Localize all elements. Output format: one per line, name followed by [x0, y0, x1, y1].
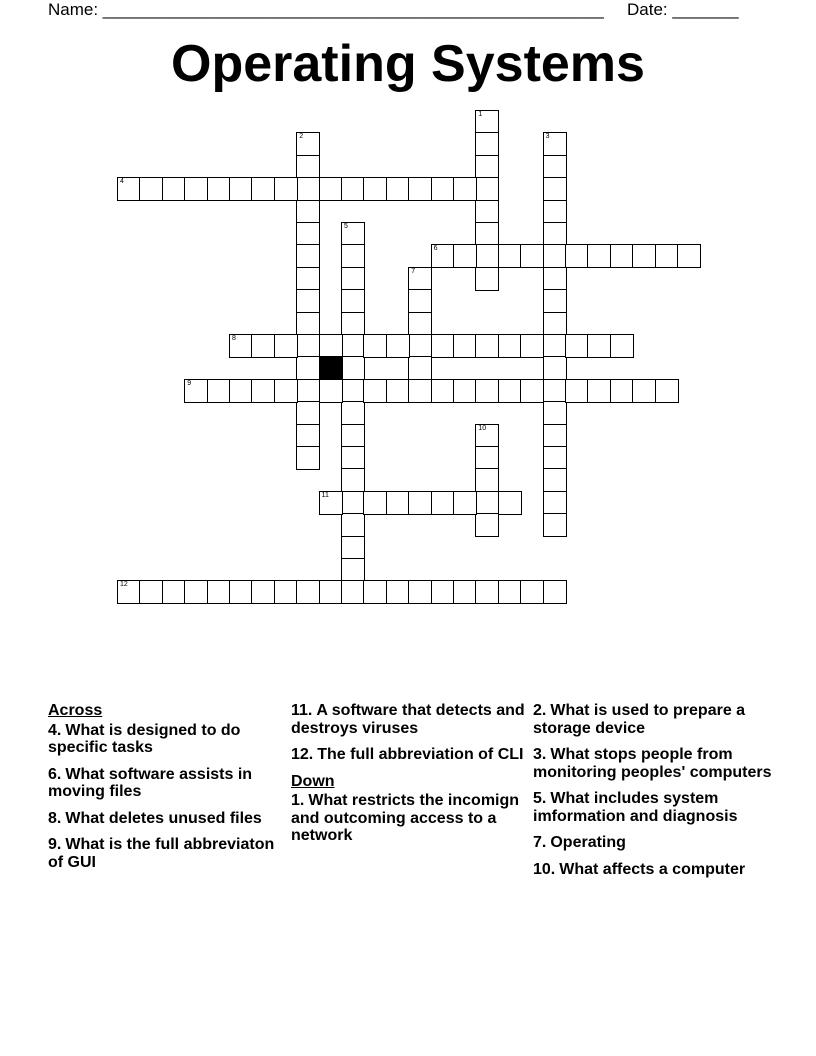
crossword-cell[interactable]	[408, 267, 432, 291]
crossword-cell[interactable]	[475, 267, 499, 291]
crossword-cell[interactable]	[408, 334, 432, 358]
crossword-cell[interactable]	[543, 401, 567, 425]
clue-text: What is the full abbreviaton of GUI	[48, 836, 275, 871]
crossword-cell[interactable]	[296, 200, 320, 224]
crossword-cell[interactable]	[587, 379, 611, 403]
crossword-cell[interactable]	[341, 468, 365, 492]
clue-text: What includes system imformation and diagnosis	[533, 790, 738, 825]
crossword-cell[interactable]	[341, 177, 365, 201]
crossword-cell[interactable]	[431, 580, 455, 604]
crossword-cell[interactable]	[543, 312, 567, 336]
crossword-cell[interactable]	[677, 244, 701, 268]
down-clue	[533, 861, 773, 879]
crossword-cell[interactable]	[520, 244, 544, 268]
across-clue	[48, 836, 288, 871]
clues-column-2	[291, 702, 531, 854]
crossword-cell[interactable]	[341, 222, 365, 246]
crossword-cell[interactable]	[543, 334, 567, 358]
crossword-cell[interactable]	[431, 379, 455, 403]
crossword-cell[interactable]	[498, 334, 522, 358]
crossword-cell[interactable]	[341, 401, 365, 425]
crossword-cell[interactable]	[296, 334, 320, 358]
name-field-label: Name: _____________________________________________________	[48, 0, 604, 19]
crossword-cell[interactable]	[162, 177, 186, 201]
crossword-cell[interactable]	[341, 379, 365, 403]
across-clue	[291, 702, 531, 737]
crossword-cell[interactable]	[475, 334, 499, 358]
crossword-cell[interactable]	[296, 379, 320, 403]
crossword-cell[interactable]	[296, 356, 320, 380]
crossword-cell[interactable]	[251, 580, 275, 604]
down-clue	[533, 702, 773, 737]
crossword-cell[interactable]	[543, 580, 567, 604]
crossword-cell[interactable]	[498, 580, 522, 604]
clue-number-label: 5	[344, 223, 348, 230]
crossword-cell[interactable]	[543, 222, 567, 246]
crossword-cell[interactable]	[543, 177, 567, 201]
crossword-cell[interactable]	[475, 244, 499, 268]
crossword-cell[interactable]	[207, 580, 231, 604]
crossword-cell[interactable]	[296, 155, 320, 179]
clue-number-label: 11	[321, 491, 329, 499]
clue-number: 7.	[533, 834, 547, 851]
crossword-cell[interactable]	[341, 356, 365, 380]
crossword-cell[interactable]	[408, 312, 432, 336]
crossword-cell[interactable]	[587, 334, 611, 358]
crossword-cell[interactable]	[386, 491, 410, 515]
clue-text: What is designed to do specific tasks	[48, 721, 241, 756]
clue-text: What restricts the incomign and outcoming access to a network	[291, 792, 520, 844]
crossword-cell[interactable]	[520, 379, 544, 403]
page-title: Operating Systems	[171, 35, 645, 93]
clue-number-label: 10	[478, 424, 487, 432]
crossword-cell[interactable]	[453, 491, 477, 515]
crossword-cell[interactable]	[386, 580, 410, 604]
clue-number: 10.	[533, 860, 556, 878]
crossword-cell[interactable]	[229, 177, 253, 201]
clue-text: What is used to prepare a storage device	[533, 702, 746, 737]
crossword-cell[interactable]	[386, 379, 410, 403]
across-clue	[291, 746, 531, 764]
crossword-cell[interactable]	[274, 379, 298, 403]
crossword-cell[interactable]	[274, 334, 298, 358]
crossword-cell[interactable]	[475, 468, 499, 492]
crossword-black-cell	[319, 356, 343, 380]
down-clue	[533, 834, 773, 852]
crossword-cell[interactable]	[610, 244, 634, 268]
clue-number-label: 6	[433, 245, 438, 253]
crossword-cell[interactable]	[341, 513, 365, 537]
crossword-cell[interactable]	[117, 580, 141, 604]
crossword-cell[interactable]	[319, 580, 343, 604]
crossword-cell[interactable]	[475, 110, 499, 134]
clue-number-label: 7	[411, 267, 416, 275]
crossword-cell[interactable]	[341, 424, 365, 448]
crossword-cell[interactable]	[543, 379, 567, 403]
crossword-cell[interactable]	[363, 379, 387, 403]
crossword-cell[interactable]	[408, 177, 432, 201]
clue-text: What affects a computer	[559, 860, 746, 878]
crossword-cell[interactable]	[543, 289, 567, 313]
crossword-cell[interactable]	[296, 132, 320, 156]
crossword-cell[interactable]	[386, 334, 410, 358]
crossword-cell[interactable]	[543, 356, 567, 380]
crossword-cell[interactable]	[184, 379, 208, 403]
crossword-cell[interactable]	[543, 468, 567, 492]
clues-column-3	[533, 702, 773, 887]
crossword-cell[interactable]	[296, 289, 320, 313]
crossword-cell[interactable]	[453, 244, 477, 268]
down-clue-list	[291, 792, 531, 845]
crossword-cell[interactable]	[498, 491, 522, 515]
crossword-cell[interactable]	[475, 379, 499, 403]
crossword-cell[interactable]	[184, 177, 208, 201]
crossword-cell[interactable]	[431, 177, 455, 201]
crossword-cell[interactable]	[543, 491, 567, 515]
crossword-cell[interactable]	[296, 312, 320, 336]
crossword-cell[interactable]	[475, 580, 499, 604]
crossword-cell[interactable]	[453, 580, 477, 604]
crossword-cell[interactable]	[341, 289, 365, 313]
crossword-cell[interactable]	[565, 334, 589, 358]
crossword-cell[interactable]	[251, 177, 275, 201]
crossword-cell[interactable]	[341, 536, 365, 560]
clue-text: What software assists in moving files	[48, 765, 253, 800]
crossword-cell[interactable]	[139, 177, 163, 201]
crossword-cell[interactable]	[543, 200, 567, 224]
crossword-cell[interactable]	[453, 177, 477, 201]
crossword-cell[interactable]	[184, 580, 208, 604]
crossword-cell[interactable]	[655, 379, 679, 403]
across-clue-list-continued	[291, 702, 531, 764]
crossword-cell[interactable]	[543, 446, 567, 470]
clue-number: 5.	[533, 790, 547, 807]
crossword-cell[interactable]	[475, 177, 499, 201]
clues-column-1	[48, 702, 288, 880]
across-clue	[48, 722, 288, 757]
crossword-cell[interactable]	[408, 356, 432, 380]
crossword-cell[interactable]	[408, 379, 432, 403]
clue-number: 9.	[48, 836, 62, 853]
crossword-cell[interactable]	[341, 491, 365, 515]
crossword-cell[interactable]	[475, 222, 499, 246]
clue-text: A software that detects and destroys viruses	[291, 702, 525, 737]
crossword-cell[interactable]	[341, 446, 365, 470]
crossword-cell[interactable]	[341, 244, 365, 268]
clue-text: What deletes unused files	[65, 809, 262, 827]
crossword-cell[interactable]	[475, 513, 499, 537]
crossword-cell[interactable]	[655, 244, 679, 268]
crossword-cell[interactable]	[520, 334, 544, 358]
crossword-cell[interactable]	[229, 580, 253, 604]
crossword-cell[interactable]	[363, 334, 387, 358]
crossword-cell[interactable]	[475, 446, 499, 470]
down-clue-list-continued	[533, 702, 773, 878]
crossword-cell[interactable]	[363, 177, 387, 201]
crossword-cell[interactable]	[543, 267, 567, 291]
crossword-cell[interactable]	[565, 244, 589, 268]
clue-text: Operating	[550, 834, 626, 851]
crossword-cell[interactable]	[453, 379, 477, 403]
crossword-cell[interactable]	[587, 244, 611, 268]
down-clue	[533, 746, 773, 781]
clue-number: 3.	[533, 746, 547, 763]
clue-number-label: 12	[120, 581, 128, 589]
crossword-cell[interactable]	[632, 379, 656, 403]
crossword-cell[interactable]	[543, 244, 567, 268]
clue-number: 11.	[291, 702, 313, 719]
crossword-cell[interactable]	[319, 334, 343, 358]
crossword-cell[interactable]	[363, 491, 387, 515]
crossword-cell[interactable]	[543, 424, 567, 448]
crossword-cell[interactable]	[296, 580, 320, 604]
crossword-cell[interactable]	[408, 289, 432, 313]
crossword-cell[interactable]	[296, 446, 320, 470]
crossword-cell[interactable]	[229, 334, 253, 358]
crossword-cell[interactable]	[498, 244, 522, 268]
clue-number-label: 8	[232, 335, 236, 342]
crossword-cell[interactable]	[386, 177, 410, 201]
down-clue	[291, 792, 531, 845]
date-field-label: Date: _______	[627, 0, 739, 19]
across-clue-list	[48, 722, 288, 872]
clue-number: 6.	[48, 765, 62, 783]
crossword-cell[interactable]	[363, 580, 387, 604]
crossword-cell[interactable]	[251, 379, 275, 403]
crossword-cell[interactable]	[475, 155, 499, 179]
crossword-cell[interactable]	[431, 334, 455, 358]
clue-number: 8.	[48, 809, 62, 827]
crossword-cell[interactable]	[341, 558, 365, 582]
across-clue	[48, 810, 288, 828]
crossword-cell[interactable]	[319, 379, 343, 403]
crossword-cell[interactable]	[296, 177, 320, 201]
crossword-cell[interactable]	[543, 132, 567, 156]
crossword-cell[interactable]	[341, 267, 365, 291]
crossword-cell[interactable]	[610, 379, 634, 403]
crossword-cell[interactable]	[319, 491, 343, 515]
crossword-cell[interactable]	[520, 580, 544, 604]
crossword-cell[interactable]	[296, 244, 320, 268]
clue-number-label: 1	[478, 111, 483, 118]
crossword-cell[interactable]	[274, 580, 298, 604]
crossword-cell[interactable]	[475, 491, 499, 515]
clue-number: 2.	[533, 702, 547, 719]
clue-number-label: 2	[299, 133, 304, 141]
crossword-cell[interactable]	[475, 200, 499, 224]
crossword-cell[interactable]	[139, 580, 163, 604]
clue-number: 4.	[48, 721, 62, 739]
down-clue	[533, 790, 773, 825]
crossword-cell[interactable]	[431, 491, 455, 515]
crossword-cell[interactable]	[341, 312, 365, 336]
crossword-cell[interactable]	[341, 580, 365, 604]
crossword-cell[interactable]	[117, 177, 141, 201]
clue-number-label: 4	[120, 178, 124, 186]
clue-number: 1.	[291, 792, 305, 809]
crossword-cell[interactable]	[565, 379, 589, 403]
crossword-cell[interactable]	[229, 379, 253, 403]
clue-number-label: 3	[545, 133, 550, 141]
crossword-cell[interactable]	[475, 424, 499, 448]
crossword-cell[interactable]	[207, 177, 231, 201]
crossword-cell[interactable]	[408, 580, 432, 604]
crossword-cell[interactable]	[162, 580, 186, 604]
crossword-cell[interactable]	[475, 132, 499, 156]
crossword-cell[interactable]	[431, 244, 455, 268]
crossword-cell[interactable]	[632, 244, 656, 268]
crossword-cell[interactable]	[610, 334, 634, 358]
crossword-cell[interactable]	[296, 267, 320, 291]
clue-text: What stops people from monitoring peoples' computers	[533, 746, 772, 781]
crossword-cell[interactable]	[296, 222, 320, 246]
crossword-cell[interactable]	[498, 379, 522, 403]
crossword-cell[interactable]	[341, 334, 365, 358]
crossword-cell[interactable]	[251, 334, 275, 358]
crossword-cell[interactable]	[543, 155, 567, 179]
crossword-cell[interactable]	[319, 177, 343, 201]
crossword-cell[interactable]	[274, 177, 298, 201]
crossword-cell[interactable]	[543, 513, 567, 537]
crossword-cell[interactable]	[453, 334, 477, 358]
crossword-cell[interactable]	[296, 424, 320, 448]
crossword-cell[interactable]	[296, 401, 320, 425]
clue-text: The full abbreviation of CLI	[317, 746, 524, 763]
across-clue	[48, 766, 288, 801]
across-heading: Across	[48, 702, 103, 719]
crossword-cell[interactable]	[207, 379, 231, 403]
clue-number: 12.	[291, 746, 314, 763]
clue-number-label: 9	[187, 379, 192, 387]
crossword-cell[interactable]	[408, 491, 432, 515]
down-heading: Down	[291, 772, 335, 790]
